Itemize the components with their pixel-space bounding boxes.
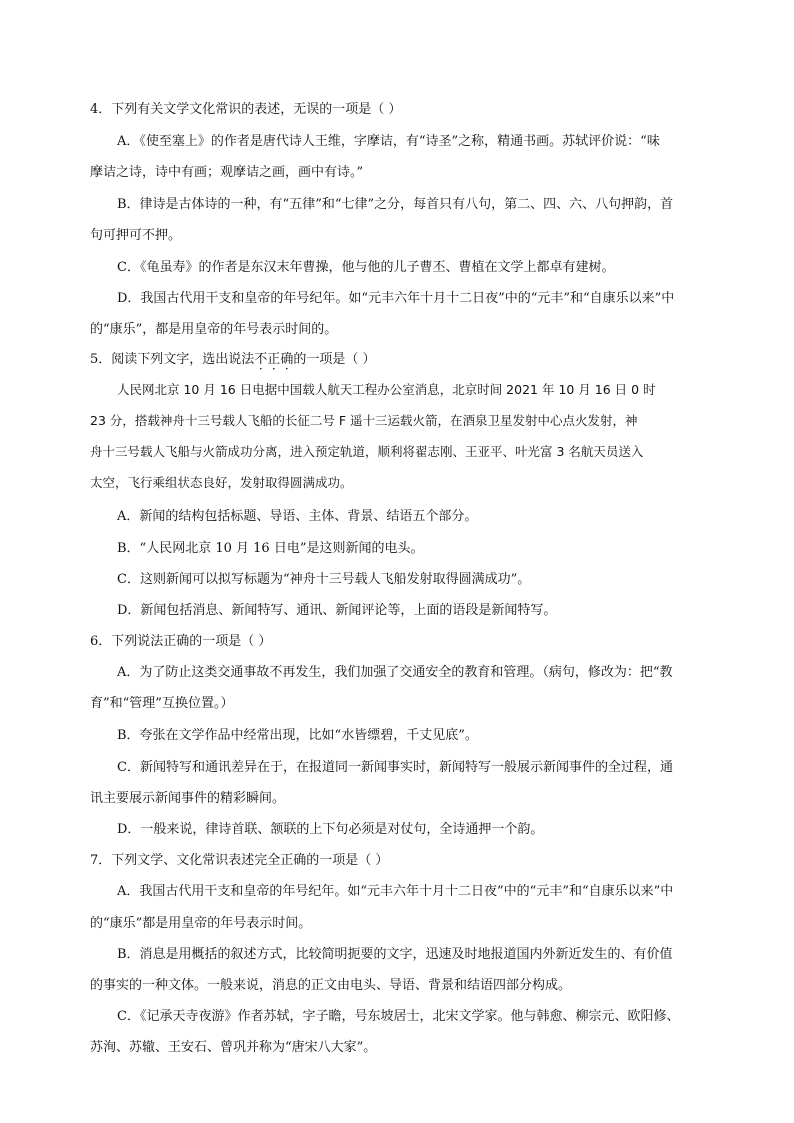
question-4-option-b: B．律诗是古体诗的一种，有“五律”和“七律”之分，每首只有八句，第二、四、六、八句押韵，首 xyxy=(117,197,674,212)
question-4-option-b-cont: 句可押可不押。 xyxy=(90,228,182,243)
question-5-option-b: B．“人民网北京 10 月 16 日电”是这则新闻的电头。 xyxy=(117,541,424,556)
question-6-stem: 6．下列说法正确的一项是（ ） xyxy=(90,634,272,649)
emphasis-char-2: 正 xyxy=(267,352,281,367)
news-passage-line-3: 舟十三号载人飞船与火箭成功分离，进入预定轨道，顺利将翟志刚、王亚平、叶光富 3 名航天员送入 xyxy=(90,444,644,459)
question-6-option-a: A．为了防止这类交通事故不再发生，我们加强了交通安全的教育和管理。（病句，修改为：把“教 xyxy=(117,665,673,680)
question-7-option-b-cont: 的事实的一种文体。一般来说，消息的正文由电头、导语、背景和结语四部分构成。 xyxy=(90,978,572,993)
question-7-option-b: B．消息是用概括的叙述方式，比较简明扼要的文字，迅速及时地报道国内外新近发生的、有价值 xyxy=(117,947,673,962)
question-6-option-d: D．一般来说，律诗首联、颔联的上下句必须是对仗句，全诗通押一个韵。 xyxy=(117,822,544,837)
question-5-stem-pre: 5．阅读下列文字，选出说法 xyxy=(90,352,255,367)
question-4-option-c: C．《龟虽寿》的作者是东汉末年曹操，他与他的儿子曹丕、曹植在文学上都卓有建树。 xyxy=(117,260,615,275)
question-4-stem: 4．下列有关文学文化常识的表述，无误的一项是（ ） xyxy=(90,102,402,117)
news-passage-line-4: 太空，飞行乘组状态良好，发射取得圆满成功。 xyxy=(90,475,353,490)
question-7-option-a: A．我国古代用干支和皇帝的年号纪年。如“元丰六年十月十二日夜”中的“元丰”和“自康乐以来”中 xyxy=(117,884,674,899)
question-7-option-c-cont: 苏洵、苏辙、王安石、曾巩并称为“唐宋八大家”。 xyxy=(90,1040,377,1055)
question-4-option-a: A．《使至塞上》的作者是唐代诗人王维，字摩诘，有“诗圣”之称，精通书画。苏轼评价说：“味 xyxy=(117,134,660,149)
question-7-option-c: C．《记承天寺夜游》作者苏轼，字子瞻，号东坡居士，北宋文学家。他与韩愈、柳宗元、欧阳修、 xyxy=(117,1009,680,1024)
question-5-stem xyxy=(90,348,375,367)
question-4-option-d-cont: 的“康乐”，都是用皇帝的年号表示时间的。 xyxy=(90,322,338,337)
question-5-option-a: A．新闻的结构包括标题、导语、主体、背景、结语五个部分。 xyxy=(117,509,478,524)
question-6-option-b: B．夸张在文学作品中经常出现，比如“水皆缥碧，千丈见底”。 xyxy=(117,728,478,743)
news-passage-line-1: 人民网北京 10 月 16 日电据中国载人航天工程办公室消息，北京时间 2021 年 10 月 16 日 0 时 xyxy=(117,382,656,397)
question-5-option-d: D．新闻包括消息、新闻特写、通讯、新闻评论等，上面的语段是新闻特写。 xyxy=(117,603,557,618)
question-6-option-c-cont: 讯主要展示新闻事件的精彩瞬间。 xyxy=(90,791,286,806)
question-4-option-d: D．我国古代用干支和皇帝的年号纪年。如“元丰六年十月十二日夜”中的“元丰”和“自康乐以来”中 xyxy=(117,291,675,306)
question-5-option-c: C．这则新闻可以拟写标题为“神舟十三号载人飞船发射取得圆满成功”。 xyxy=(117,572,531,587)
question-6-option-c: C．新闻特写和通讯差异在于，在报道同一新闻事实时，新闻特写一般展示新闻事件的全过程，通 xyxy=(117,760,673,775)
question-4-option-a-cont: 摩诘之诗，诗中有画；观摩诘之画，画中有诗。” xyxy=(90,165,364,180)
emphasis-char-1: 不 xyxy=(254,352,268,367)
emphasis-char-3: 确 xyxy=(280,352,294,367)
question-5-stem-post: 的一项是（ ） xyxy=(293,352,376,367)
question-6-option-a-cont: 育”和“管理”互换位置。） xyxy=(90,696,234,711)
news-passage-line-2: 23 分，搭载神舟十三号载人飞船的长征二号 F 遥十三运载火箭，在酒泉卫星发射中心点火发射，神 xyxy=(90,413,638,428)
question-7-option-a-cont: 的“康乐”都是用皇帝的年号表示时间。 xyxy=(90,916,312,931)
question-7-stem: 7．下列文学、文化常识表述完全正确的一项是（ ） xyxy=(90,853,389,868)
